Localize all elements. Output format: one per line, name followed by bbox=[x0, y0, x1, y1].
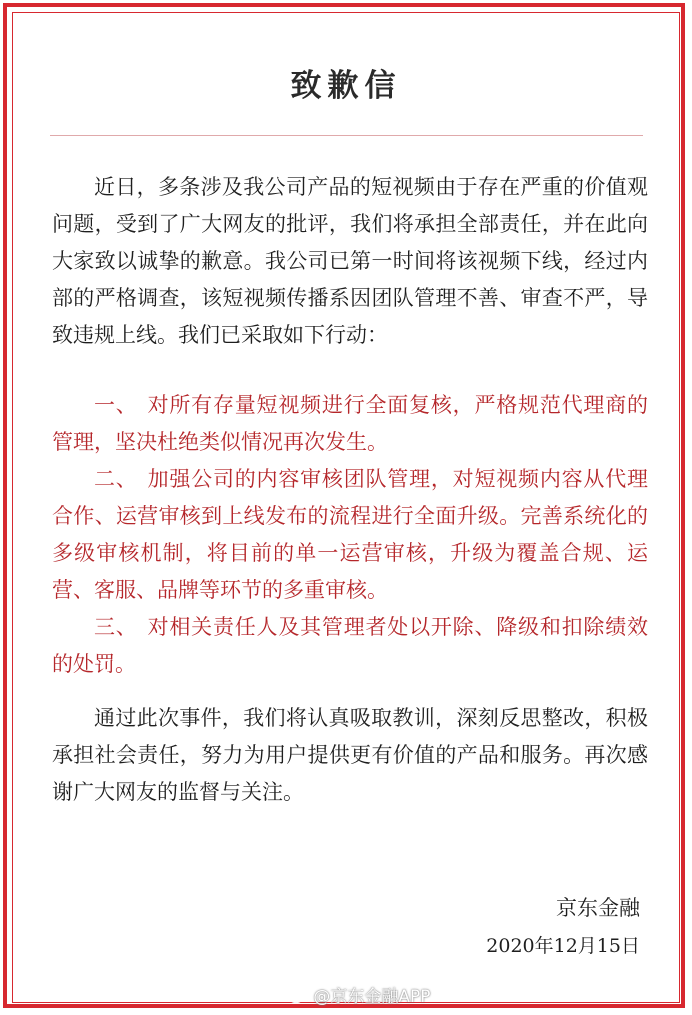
action-text: 对所有存量短视频进行全面复核，严格规范代理商的管理，坚决杜绝类似情况再次发生。 bbox=[52, 393, 649, 454]
intro-paragraph: 近日，多条涉及我公司产品的短视频由于存在严重的价值观问题，受到了广大网友的批评，我们将承担全部责任，并在此向大家致以诚挚的歉意。我公司已第一时间将该视频下线，经过内部的严格调查，该短视频传播系因团队管理不善、审查不严，导致违规上线。我们已采取如下行动： bbox=[52, 175, 648, 347]
action-number: 三、 bbox=[94, 615, 138, 639]
action-text: 加强公司的内容审核团队管理，对短视频内容从代理合作、运营审核到上线发布的流程进行全面升级。完善系统化的多级审核机制，将目前的单一运营审核，升级为覆盖合规、运营、客服、品牌等环节的多重审核。 bbox=[52, 467, 649, 602]
action-item bbox=[52, 461, 648, 609]
weibo-watermark bbox=[289, 986, 431, 1008]
signature: 京东金融 bbox=[556, 896, 640, 920]
weibo-icon bbox=[289, 987, 310, 1007]
action-number: 二、 bbox=[94, 467, 138, 491]
action-item bbox=[52, 387, 648, 461]
letter-title: 致歉信 bbox=[290, 68, 402, 104]
action-text: 对相关责任人及其管理者处以开除、降级和扣除绩效的处罚。 bbox=[52, 615, 649, 676]
watermark-text: @京东金融APP bbox=[313, 987, 431, 1007]
title-divider bbox=[50, 135, 643, 136]
date: 2020年12月15日 bbox=[486, 935, 640, 957]
action-number: 一、 bbox=[94, 393, 138, 417]
action-item bbox=[52, 609, 648, 683]
action-list bbox=[52, 387, 648, 683]
closing-paragraph: 通过此次事件，我们将认真吸取教训，深刻反思整改，积极承担社会责任，努力为用户提供更有价值的产品和服务。再次感谢广大网友的监督与关注。 bbox=[52, 706, 648, 804]
